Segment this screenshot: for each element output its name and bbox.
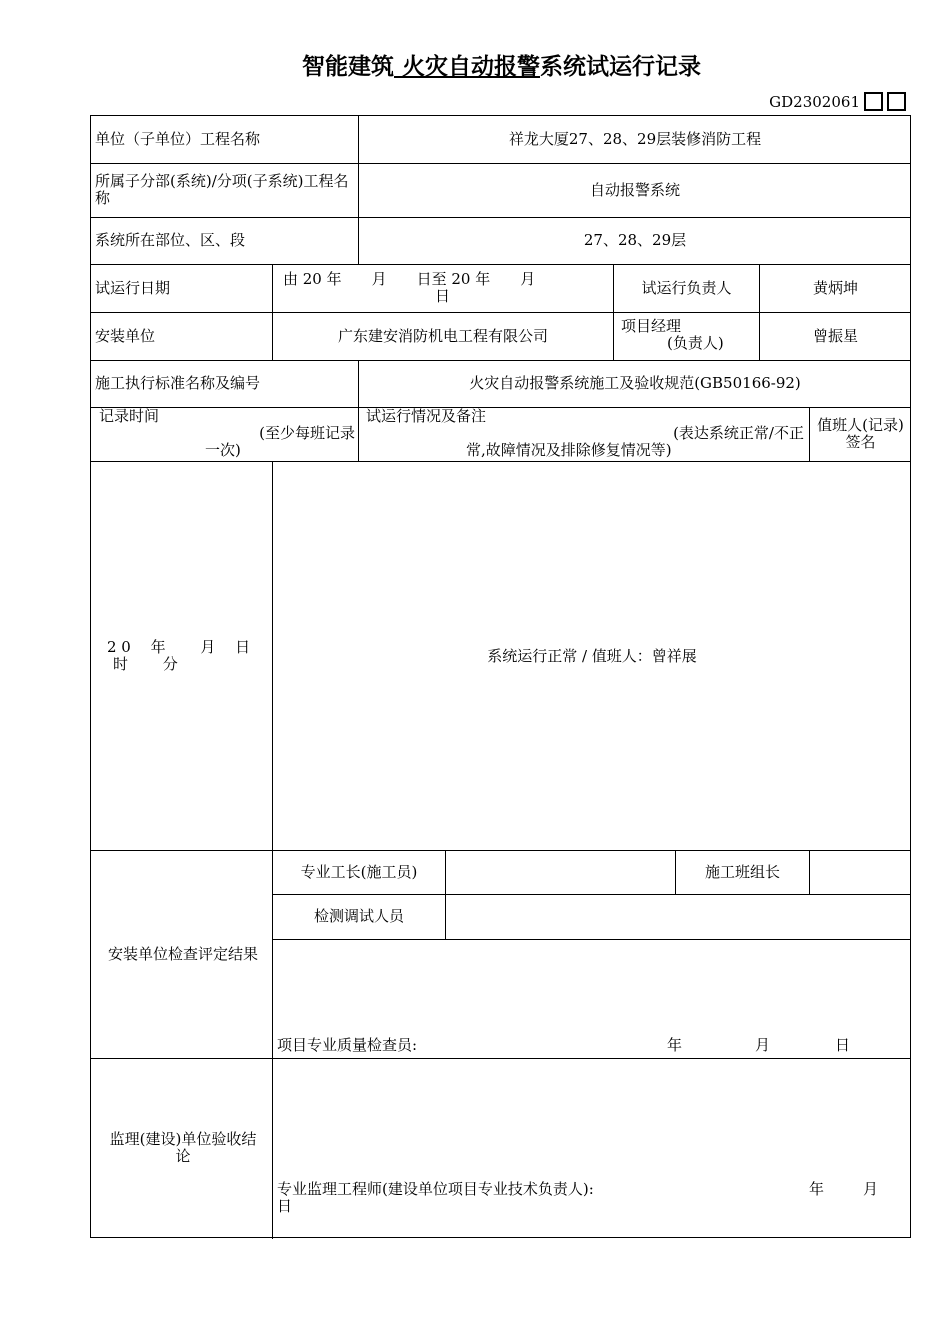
record-time-header-line1: 记录时间 [99, 407, 160, 425]
project-manager-label-line1: 项目经理 [621, 317, 682, 335]
trial-date-value [283, 271, 613, 311]
trial-status-header-line2: (表达系统正常/不正 [673, 424, 804, 442]
inspection-result-label: 安装单位检查评定结果 [107, 944, 258, 963]
trial-date-line1: 由 20 年 月 日至 20 年 月 [283, 270, 536, 288]
document-code [769, 92, 906, 111]
record-time-header-line3: 一次) [205, 441, 241, 459]
trial-status-header-line1: 试运行情况及备注 [366, 407, 487, 425]
record-time-header [99, 408, 357, 460]
record-time-value-line2: 时 分 [113, 655, 178, 673]
inspection-month: 月 [755, 1036, 771, 1054]
project-manager-label-line2: (负责人) [667, 334, 724, 352]
supervision-month: 月 [863, 1180, 879, 1198]
project-manager-value: 曾振星 [812, 326, 858, 345]
trial-status-header-line3: 常,故障情况及排除修复情况等) [466, 441, 672, 459]
location-value: 27、28、29层 [583, 231, 687, 249]
trial-date-line2: 日 [435, 287, 451, 305]
record-table [90, 115, 911, 1238]
trial-status-header [366, 408, 806, 460]
unit-name-value: 祥龙大厦27、28、29层装修消防工程 [508, 130, 762, 148]
checkbox-icon [864, 92, 883, 111]
qc-inspector-label: 项目专业质量检查员: [277, 1036, 418, 1054]
supervision-day: 日 [277, 1197, 293, 1215]
standard-value: 火灾自动报警系统施工及验收规范(GB50166-92) [469, 374, 801, 392]
trial-person-value: 黄炳坤 [812, 278, 858, 297]
supervision-year: 年 [809, 1180, 825, 1198]
document-code-text: GD2302061 [769, 92, 860, 111]
title-prefix: 智能建筑 [301, 54, 394, 80]
inspection-year: 年 [667, 1036, 683, 1054]
title-suffix: 系统试运行记录 [540, 54, 701, 80]
record-time-header-line2: (至少每班记录 [259, 424, 355, 442]
sub-division-value: 自动报警系统 [589, 180, 680, 199]
record-time-value-line1: 2 0 年 月 日 [107, 638, 251, 656]
record-time-value [107, 639, 271, 679]
supervision-conclusion-label: 监理(建设)单位验收结论 [109, 1130, 257, 1165]
project-manager-label [621, 318, 759, 358]
supervision-engineer-label: 专业监理工程师(建设单位项目专业技术负责人): [277, 1180, 594, 1198]
install-unit-value: 广东建安消防机电工程有限公司 [337, 326, 548, 345]
trial-person-label: 试运行负责人 [641, 278, 732, 297]
inspection-day: 日 [835, 1036, 851, 1054]
tester-label: 检测调试人员 [313, 907, 404, 925]
trial-status-value: 系统运行正常 / 值班人：曾祥展 [487, 646, 697, 665]
install-unit-label: 安装单位 [95, 326, 156, 345]
sub-division-label: 所属子分部(系统)/分项(子系统)工程名称 [95, 172, 349, 207]
title-underlined: 火灾自动报警 [393, 54, 540, 80]
standard-label: 施工执行标准名称及编号 [95, 374, 261, 392]
checkbox-icon [887, 92, 906, 111]
unit-name-label: 单位（子单位）工程名称 [95, 130, 261, 148]
foreman-label: 专业工长(施工员) [300, 862, 418, 881]
page-title [0, 48, 950, 81]
location-label: 系统所在部位、区、段 [95, 231, 246, 249]
duty-signature-header: 值班人(记录)签名 [817, 416, 904, 451]
team-leader-label: 施工班组长 [704, 862, 780, 881]
trial-date-label: 试运行日期 [95, 278, 171, 297]
